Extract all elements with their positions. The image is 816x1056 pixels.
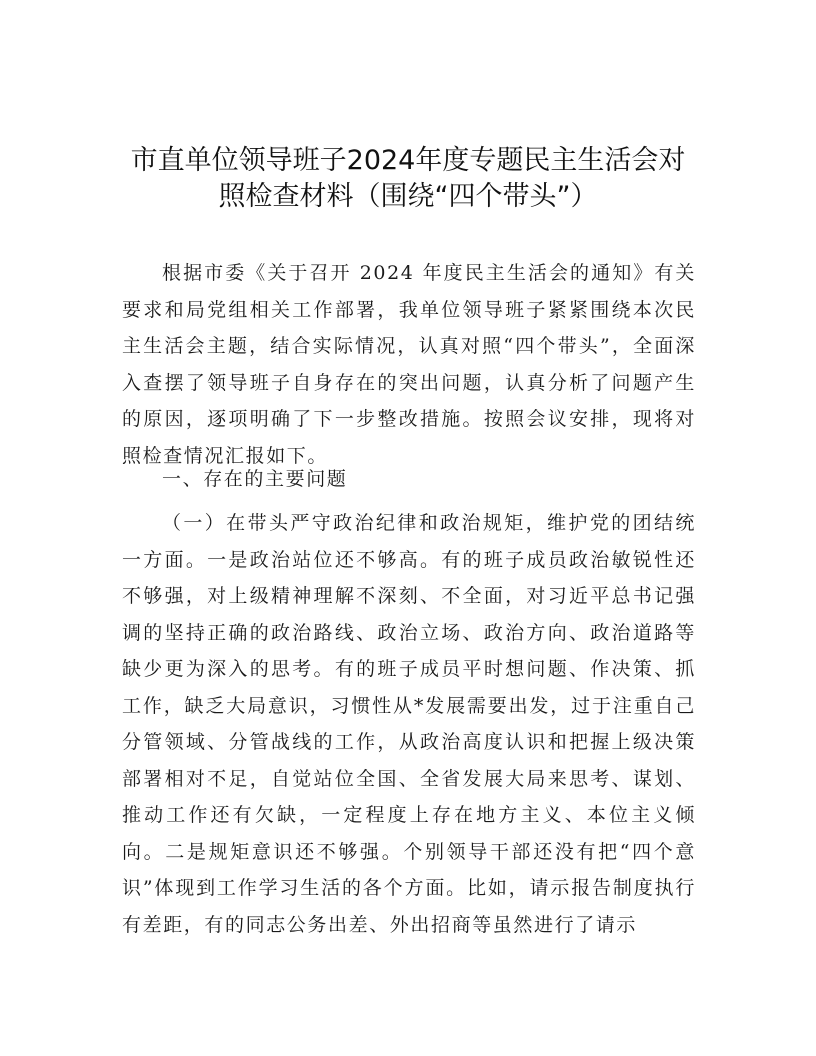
document-title-line-1: 市直单位领导班子2024年度专题民主生活会对: [130, 145, 686, 176]
intro-paragraph: 根据市委《关于召开 2024 年度民主生活会的通知》有关要求和局党组相关工作部署，我单位领导班子紧紧围绕本次民主生活会主题，结合实际情况，认真对照“四个带头”，全面深入查摆了领导班子自身存在的突出问题，认真分析了问题产生的原因，逐项明确了下一步整改措施。按照会议安排，现将对照检查情况汇报如下。: [122, 262, 696, 467]
section-heading: 一、存在的主要问题: [162, 468, 348, 490]
document-title-line-2: 照检查材料（围绕“四个带头”）: [218, 181, 598, 212]
section-paragraph: （一）在带头严守政治纪律和政治规矩，维护党的团结统一方面。一是政治站位还不够高。有的班子成员政治敏锐性还不够强，对上级精神理解不深刻、不全面，对习近平总书记强调的坚持正确的政治路线、政治立场、政治方向、政治道路等缺少更为深入的思考。有的班子成员平时想问题、作决策、抓工作，缺乏大局意识，习惯性从*发展需要出发，过于注重自己分管领域、分管战线的工作，从政治高度认识和把握上级决策部署相对不足，自觉站位全国、全省发展大局来思考、谋划、推动工作还有欠缺，一定程度上存在地方主义、本位主义倾向。二是规矩意识还不够强。个别领导干部还没有把“四个意识”体现到工作学习生活的各个方面。比如，请示报告制度执行有差距，有的同志公务出差、外出招商等虽然进行了请示: [122, 512, 696, 936]
